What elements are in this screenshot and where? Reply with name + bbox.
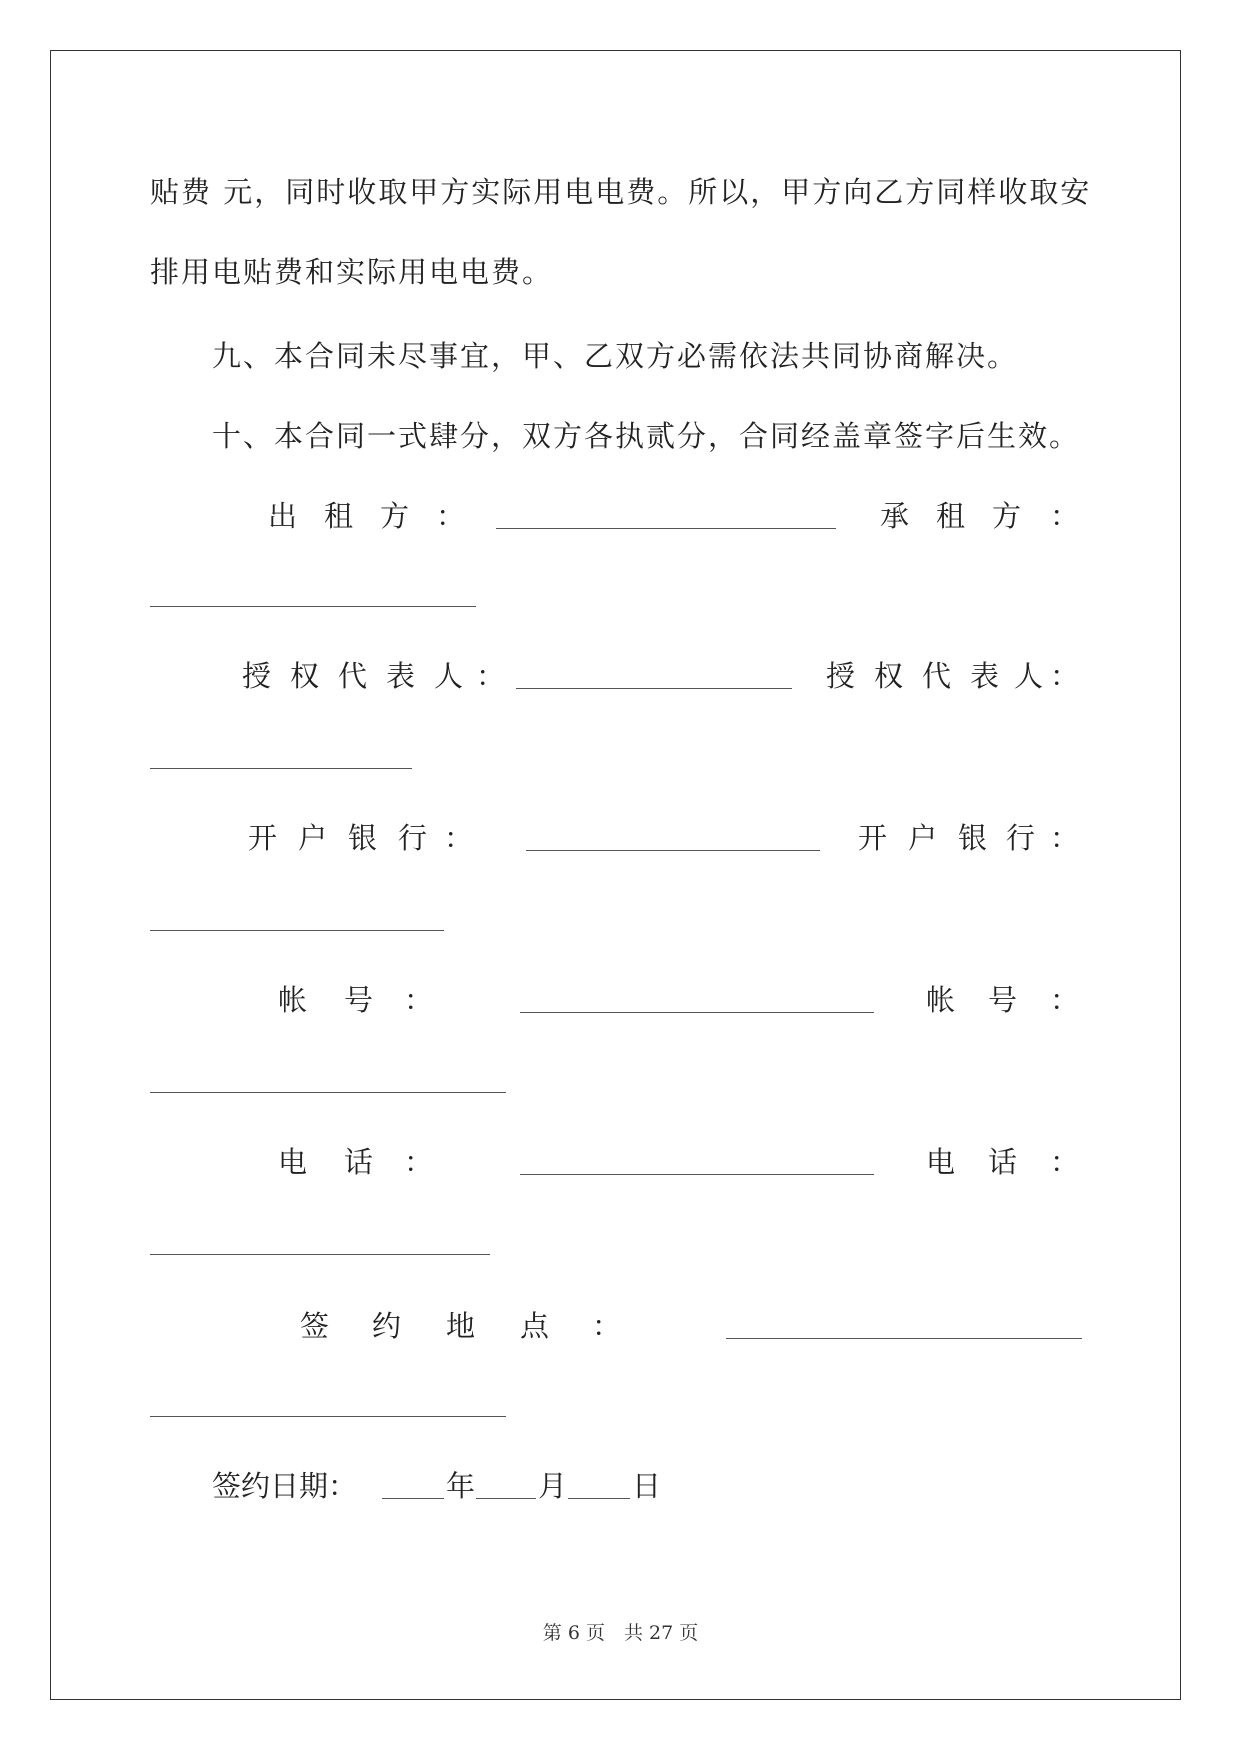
clause-nine: 九、本合同未尽事宜，甲、乙双方必需依法共同协商解决。 [212,339,1019,373]
year-blank [382,1498,444,1499]
rep-label-char: 表 [970,659,1000,693]
bank-label-char: 开 [858,821,888,855]
phone-label-char: 话 [988,1145,1018,1179]
rep-label-char: 代 [338,659,368,693]
lessor-colon: ： [436,499,466,533]
clause-ten: 十、本合同一式肆分，双方各执贰分，合同经盖章签字后生效。 [212,419,1081,453]
lessor-blank [496,528,836,529]
paragraph-line: 贴费 元，同时收取甲方实际用电电费。所以，甲方向乙方同样收取安 [150,175,1092,209]
rep-b-blank [150,768,412,769]
phone-colon: ： [404,1145,434,1179]
bank-label-char: 户 [298,821,328,855]
account-label-char: 帐 [926,983,956,1017]
rep-label-char: 人 [434,659,464,693]
bank-label-char: 银 [348,821,378,855]
account-b-blank [150,1092,506,1093]
bank-colon: ： [1050,821,1080,855]
month-char: 月 [538,1469,568,1503]
bank-label-char: 户 [908,821,938,855]
lessee-label-char: 方 [992,499,1022,533]
day-blank [568,1498,630,1499]
account-colon: ： [1050,983,1080,1017]
account-label-char: 号 [344,983,374,1017]
lessor-label-char: 租 [324,499,354,533]
lessee-colon: ： [1050,499,1080,533]
month-blank [476,1498,536,1499]
bank-colon: ： [444,821,474,855]
rep-colon: ： [1050,659,1080,693]
date-label: 签约日期： [212,1469,358,1503]
rep-label-char: 代 [922,659,952,693]
place-label-char: 签 [300,1309,330,1343]
place-blank-continued [150,1416,506,1417]
rep-label-char: 权 [290,659,320,693]
lessee-label-char: 租 [936,499,966,533]
place-blank [726,1338,1082,1339]
bank-a-blank [526,850,820,851]
day-char: 日 [632,1469,662,1503]
page-border [50,50,1181,1700]
rep-label-char: 权 [874,659,904,693]
paragraph-line: 排用电贴费和实际用电电费。 [150,255,554,289]
bank-label-char: 行 [1006,821,1036,855]
page-footer: 第 6 页 共 27 页 [542,1622,699,1644]
rep-a-blank [516,688,792,689]
year-char: 年 [446,1469,476,1503]
phone-a-blank [520,1174,874,1175]
bank-b-blank [150,930,444,931]
rep-label-char: 授 [242,659,272,693]
rep-colon: ： [476,659,506,693]
rep-label-char: 授 [826,659,856,693]
phone-label-char: 电 [278,1145,308,1179]
place-label-char: 地 [446,1309,476,1343]
bank-label-char: 行 [398,821,428,855]
phone-label-char: 话 [344,1145,374,1179]
rep-label-char: 人 [1014,659,1044,693]
lessee-label-char: 承 [880,499,910,533]
lessee-blank [150,606,476,607]
lessor-label-char: 方 [380,499,410,533]
account-colon: ： [404,983,434,1017]
bank-label-char: 银 [958,821,988,855]
account-label-char: 号 [988,983,1018,1017]
phone-label-char: 电 [926,1145,956,1179]
rep-label-char: 表 [386,659,416,693]
account-label-char: 帐 [278,983,308,1017]
account-a-blank [520,1012,874,1013]
place-label-char: 点 [520,1309,550,1343]
place-label-char: 约 [372,1309,402,1343]
phone-colon: ： [1050,1145,1080,1179]
bank-label-char: 开 [248,821,278,855]
lessor-label-char: 出 [268,499,298,533]
place-colon: ： [592,1309,622,1343]
phone-b-blank [150,1254,490,1255]
